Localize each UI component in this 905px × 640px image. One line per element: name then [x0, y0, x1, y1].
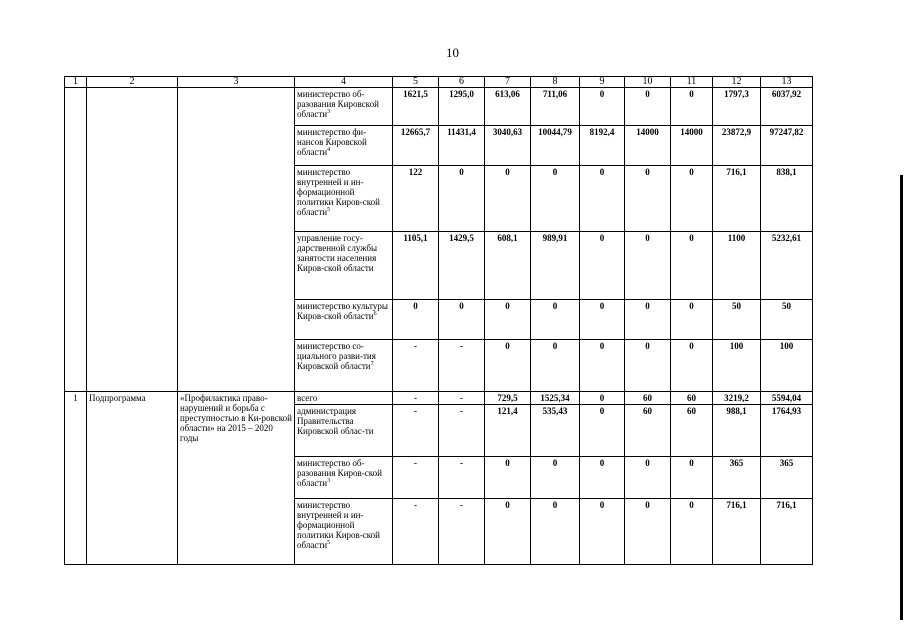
cell-executor: администрация Правительства Кировской облас-ти — [295, 405, 393, 457]
cell-value: 0 — [625, 166, 671, 232]
cell-value: 12665,7 — [393, 126, 439, 166]
cell-value: 1100 — [713, 232, 761, 300]
cell-status — [87, 88, 178, 392]
cell-value: - — [439, 340, 485, 392]
footnote-mark: 7 — [370, 361, 374, 367]
cell-status: Подпрограмма — [87, 392, 178, 565]
cell-value: 0 — [531, 166, 580, 232]
cell-value: 60 — [625, 392, 671, 405]
cell-value: 1525,34 — [531, 392, 580, 405]
scan-edge-bar — [900, 175, 903, 620]
cell-value: 0 — [671, 166, 713, 232]
cell-value: 613,06 — [485, 88, 531, 126]
cell-value: 97247,82 — [761, 126, 813, 166]
cell-value: 11431,4 — [439, 126, 485, 166]
cell-value: 50 — [761, 300, 813, 340]
cell-value: - — [393, 457, 439, 499]
cell-value: 0 — [393, 300, 439, 340]
cell-value: 100 — [713, 340, 761, 392]
footnote-mark: 5 — [327, 207, 331, 213]
cell-value: 0 — [485, 340, 531, 392]
cell-value: 1429,5 — [439, 232, 485, 300]
cell-executor: министерство культуры Киров-ской области$^6$ — [295, 300, 393, 340]
footnote-mark: 5 — [327, 540, 331, 546]
cell-value: 1797,3 — [713, 88, 761, 126]
cell-value: 0 — [625, 88, 671, 126]
footnote-mark: 3 — [327, 109, 331, 115]
header-cell: 10 — [625, 77, 671, 88]
cell-value: 0 — [485, 300, 531, 340]
cell-value: 0 — [531, 300, 580, 340]
header-cell: 5 — [393, 77, 439, 88]
cell-value: 716,1 — [713, 499, 761, 565]
cell-value: - — [393, 340, 439, 392]
header-cell: 9 — [580, 77, 625, 88]
cell-value: 0 — [625, 300, 671, 340]
cell-value: 0 — [485, 499, 531, 565]
cell-value: 14000 — [671, 126, 713, 166]
cell-value: 3040,63 — [485, 126, 531, 166]
cell-value: 711,06 — [531, 88, 580, 126]
header-cell: 4 — [295, 77, 393, 88]
cell-value: 0 — [671, 340, 713, 392]
cell-value: 365 — [761, 457, 813, 499]
cell-value: 1295,0 — [439, 88, 485, 126]
cell-value: 729,5 — [485, 392, 531, 405]
cell-value: 0 — [625, 499, 671, 565]
footnote-mark: 4 — [327, 147, 331, 153]
cell-value: 988,1 — [713, 405, 761, 457]
cell-value: 6037,92 — [761, 88, 813, 126]
financing-table — [64, 76, 813, 565]
header-cell: 2 — [87, 77, 178, 88]
cell-value: 0 — [580, 166, 625, 232]
cell-value: - — [393, 499, 439, 565]
header-cell: 6 — [439, 77, 485, 88]
executor-row — [65, 88, 813, 126]
cell-value: 1621,5 — [393, 88, 439, 126]
cell-value: 0 — [580, 499, 625, 565]
cell-value: 0 — [671, 88, 713, 126]
subprogram-row — [65, 392, 813, 405]
header-cell: 11 — [671, 77, 713, 88]
cell-value: 23872,9 — [713, 126, 761, 166]
cell-value: 608,1 — [485, 232, 531, 300]
cell-value: 0 — [580, 340, 625, 392]
header-cell: 7 — [485, 77, 531, 88]
cell-value: 0 — [485, 457, 531, 499]
cell-value: 535,43 — [531, 405, 580, 457]
cell-value: 989,91 — [531, 232, 580, 300]
cell-value: 0 — [671, 232, 713, 300]
cell-value: 0 — [625, 457, 671, 499]
cell-value: - — [439, 405, 485, 457]
cell-value: 365 — [713, 457, 761, 499]
cell-executor: министерство об-разования Кировской области$^3$ — [295, 88, 393, 126]
cell-value: - — [393, 405, 439, 457]
cell-executor: всего — [295, 392, 393, 405]
cell-program-name: «Профилактика право-нарушений и борьба с преступностью в Ки-ровской области» на 2015 – 2020 годы — [178, 392, 295, 565]
cell-value: 60 — [671, 405, 713, 457]
cell-value: 14000 — [625, 126, 671, 166]
cell-value: 0 — [580, 300, 625, 340]
cell-value: 0 — [531, 340, 580, 392]
footnote-mark: 6 — [373, 311, 377, 317]
cell-value: - — [393, 392, 439, 405]
cell-value: 0 — [671, 457, 713, 499]
cell-value: - — [439, 457, 485, 499]
cell-value: 10044,79 — [531, 126, 580, 166]
cell-value: 716,1 — [713, 166, 761, 232]
cell-value: 3219,2 — [713, 392, 761, 405]
header-cell: 1 — [65, 77, 87, 88]
cell-value: 5594,04 — [761, 392, 813, 405]
cell-value: 716,1 — [761, 499, 813, 565]
cell-value: 122 — [393, 166, 439, 232]
cell-value: 100 — [761, 340, 813, 392]
cell-value: 0 — [625, 340, 671, 392]
cell-value: 0 — [580, 457, 625, 499]
cell-value: 0 — [580, 405, 625, 457]
header-cell: 12 — [713, 77, 761, 88]
cell-value: 1764,93 — [761, 405, 813, 457]
cell-value: 0 — [671, 300, 713, 340]
cell-executor: министерство внутренней и ин-формационной политики Киров-ской области$^5$ — [295, 166, 393, 232]
cell-value: 0 — [671, 499, 713, 565]
cell-value: 0 — [439, 300, 485, 340]
cell-value: 8192,4 — [580, 126, 625, 166]
cell-value: 0 — [439, 166, 485, 232]
cell-number — [65, 88, 87, 392]
cell-executor: министерство фи-нансов Кировской области$^4$ — [295, 126, 393, 166]
cell-program-name — [178, 88, 295, 392]
cell-value: - — [439, 499, 485, 565]
cell-value: 0 — [531, 457, 580, 499]
cell-value: 50 — [713, 300, 761, 340]
page-number: 10 — [446, 45, 459, 60]
footnote-mark: 3 — [327, 478, 331, 484]
cell-value: 1105,1 — [393, 232, 439, 300]
cell-executor: министерство со-циального разви-тия Кировской области$^7$ — [295, 340, 393, 392]
cell-value: 60 — [625, 405, 671, 457]
cell-value: 0 — [580, 88, 625, 126]
header-cell: 3 — [178, 77, 295, 88]
cell-value: 0 — [531, 499, 580, 565]
header-cell: 13 — [761, 77, 813, 88]
cell-value: 0 — [580, 232, 625, 300]
cell-value: 0 — [580, 392, 625, 405]
header-cell: 8 — [531, 77, 580, 88]
cell-value: 60 — [671, 392, 713, 405]
cell-executor: управление госу-дарственной службы занятости населения Киров-ской области — [295, 232, 393, 300]
cell-value: 5232,61 — [761, 232, 813, 300]
header-row — [65, 77, 813, 88]
cell-value: 0 — [625, 232, 671, 300]
cell-value: - — [439, 392, 485, 405]
cell-value: 0 — [485, 166, 531, 232]
cell-executor: министерство внутренней и ин-формационной политики Киров-ской области$^5$ — [295, 499, 393, 565]
cell-executor: министерство об-разования Киров-ской области$^3$ — [295, 457, 393, 499]
cell-number: 1 — [65, 392, 87, 565]
cell-value: 838,1 — [761, 166, 813, 232]
cell-value: 121,4 — [485, 405, 531, 457]
